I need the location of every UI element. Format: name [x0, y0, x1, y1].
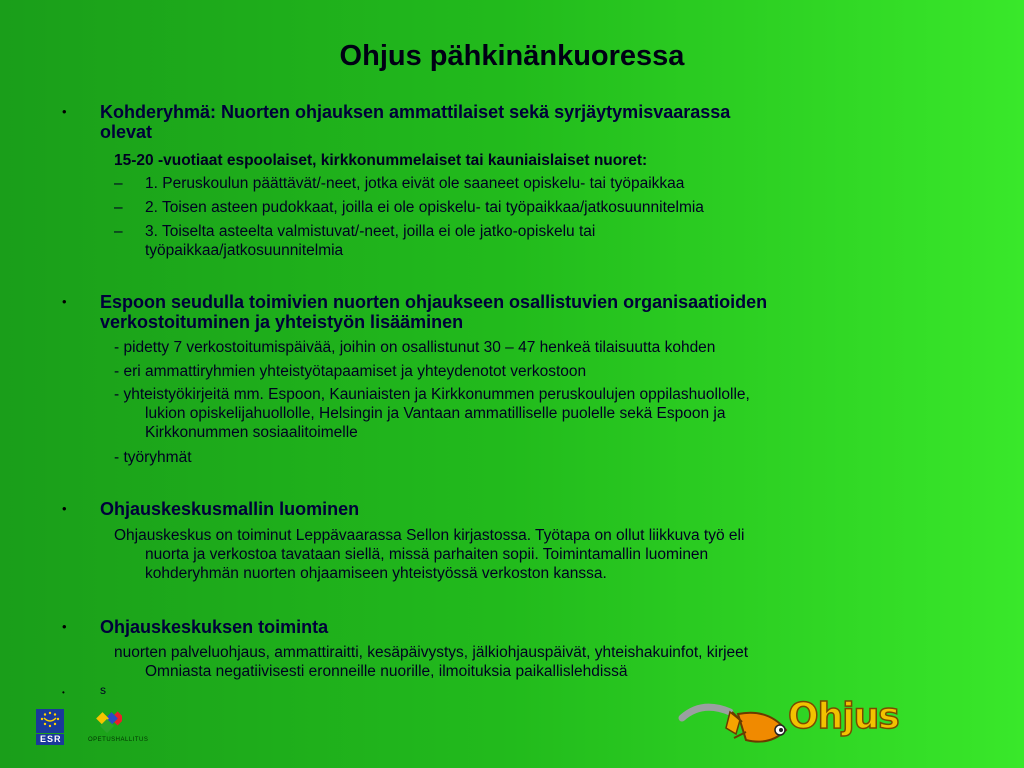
bullet: • [62, 104, 67, 119]
item-line: - yhteistyökirjeitä mm. Espoon, Kauniaisten ja Kirkkonummen peruskoulujen oppilashuollolle, [114, 386, 750, 403]
list-item [114, 338, 715, 357]
section-heading [100, 617, 328, 637]
item-line: 1. Peruskoulun päättävät/-neet, jotka eivät ole saaneet opiskelu- tai työpaikkaa [145, 175, 685, 192]
opetushallitus-logo-icon [92, 707, 122, 737]
opetushallitus-label: OPETUSHALLITUS [88, 737, 149, 743]
ohjus-wordmark: Ohjus [788, 696, 899, 737]
ohjus-logo [676, 692, 926, 754]
bullet: • [62, 294, 67, 309]
item-line: nuorta ja verkostoa tavataan siellä, missä parhaiten sopii. Toimintamallin luominen [145, 546, 709, 563]
item-line: nuorten palveluohjaus, ammattiraitti, kesäpäivystys, jälkiohjauspäivät, yhteishakuinfot, kirjeet [114, 644, 749, 661]
list-item [114, 643, 748, 681]
heading-line: verkostoituminen ja yhteistyön lisääminen [100, 312, 464, 332]
item-line: 2. Toisen asteen pudokkaat, joilla ei ole opiskelu- tai työpaikkaa/jatkosuunnitelmia [145, 199, 704, 216]
item-line: työpaikkaa/jatkosuunnitelmia [145, 242, 344, 259]
list-item [145, 198, 704, 217]
item-line: Ohjauskeskus on toiminut Leppävaarassa Sellon kirjastossa. Työtapa on ollut liikkuva työ eli [114, 527, 745, 544]
heading-line: Espoon seudulla toimivien nuorten ohjaukseen osallistuvien organisaatioiden [100, 292, 768, 312]
item-line: kohderyhmän nuorten ohjaamiseen yhteistyössä verkoston kanssa. [145, 565, 607, 582]
item-line: 3. Toiselta asteelta valmistuvat/-neet, joilla ei ole jatko-opiskelu tai [145, 223, 596, 240]
list-item [145, 174, 684, 193]
heading-line: Kohderyhmä: Nuorten ohjauksen ammattilaiset sekä syrjäytymisvaarassa [100, 102, 731, 122]
heading-line: Ohjauskeskuksen toiminta [100, 617, 329, 637]
item-line: - eri ammattiryhmien yhteistyötapaamiset ja yhteydenotot verkostoon [114, 363, 587, 380]
section-heading [100, 102, 730, 142]
trailing-text: s [100, 683, 106, 697]
esr-logo [36, 709, 64, 745]
list-item [114, 385, 750, 442]
dash: – [114, 175, 123, 192]
section-intro: 15-20 -vuotiaat espoolaiset, kirkkonummelaiset tai kauniaislaiset nuoret: [114, 152, 648, 169]
list-item [114, 362, 586, 381]
list-item [145, 222, 595, 260]
item-line: lukion opiskelijahuollolle, Helsingin ja Vantaan ammatilliselle puolelle sekä Espoon ja [145, 405, 726, 422]
page-title: Ohjus pähkinänkuoressa [339, 40, 685, 72]
item-line: - pidetty 7 verkostoitumispäivää, joihin on osallistunut 30 – 47 henkeä tilaisuutta kohden [114, 339, 716, 356]
dash: – [114, 199, 123, 216]
dash: – [114, 223, 123, 240]
item-line: Omniasta negatiivisesti eronneille nuorille, ilmoituksia paikallislehdissä [145, 663, 628, 680]
heading-line: Ohjauskeskusmallin luominen [100, 499, 360, 519]
item-line: Kirkkonummen sosiaalitoimelle [145, 424, 358, 441]
list-item [114, 448, 192, 467]
bullet: • [62, 688, 65, 697]
section-heading [100, 499, 359, 519]
list-item [114, 526, 744, 583]
section-heading [100, 292, 767, 332]
esr-label: ESR [40, 734, 62, 744]
heading-line: olevat [100, 122, 153, 142]
bullet: • [62, 501, 67, 516]
item-line: - työryhmät [114, 449, 192, 466]
bullet: • [62, 619, 67, 634]
